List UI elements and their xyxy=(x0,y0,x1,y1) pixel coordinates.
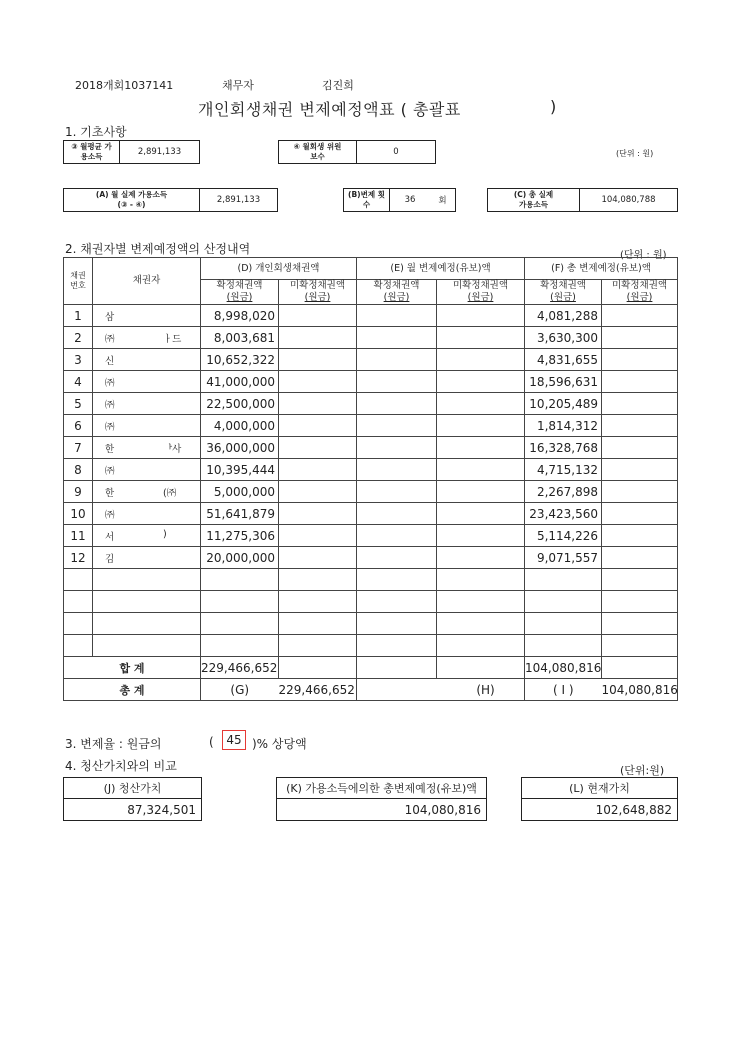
row-e-confirmed xyxy=(357,393,437,415)
row-d-confirmed: 20,000,000 xyxy=(201,547,279,569)
row-f-confirmed: 2,267,898 xyxy=(525,481,602,503)
row-creditor xyxy=(93,437,201,459)
row-e-confirmed xyxy=(357,547,437,569)
empty-cell xyxy=(525,591,602,613)
row-d-unconfirmed xyxy=(279,525,357,547)
creditor-name: ㈜ xyxy=(105,333,115,345)
empty-row xyxy=(64,613,678,635)
row-no: 8 xyxy=(64,459,93,481)
empty-cell xyxy=(437,569,525,591)
table-row xyxy=(64,547,678,569)
row-f-unconfirmed xyxy=(602,327,678,349)
row-d-confirmed: 5,000,000 xyxy=(201,481,279,503)
row-e-unconfirmed xyxy=(437,525,525,547)
empty-cell xyxy=(93,635,201,657)
empty-cell xyxy=(525,635,602,657)
empty-cell xyxy=(602,635,678,657)
section4-heading: 4. 청산가치와의 비교 xyxy=(65,759,177,773)
row-no: 2 xyxy=(64,327,93,349)
creditor-name-tail: ㅏ드 xyxy=(163,334,182,345)
empty-cell xyxy=(64,613,93,635)
row-d-confirmed: 11,275,306 xyxy=(201,525,279,547)
col-d-header: (D) 개인회생채권액 xyxy=(201,258,357,280)
row-d-unconfirmed xyxy=(279,547,357,569)
debtor-name: 김진희 xyxy=(322,79,354,92)
creditor-name: 신 xyxy=(105,355,115,367)
empty-cell xyxy=(525,613,602,635)
row-e-unconfirmed xyxy=(437,415,525,437)
present-value-box xyxy=(521,777,678,821)
creditor-name-tail: ) xyxy=(163,529,167,540)
total-i-value: 104,080,816 xyxy=(602,679,678,701)
row-creditor xyxy=(93,415,201,437)
total-repayment-box xyxy=(276,777,487,821)
page-title: 개인회생채권 변제예정액표 ( 총괄표 xyxy=(198,100,461,119)
row-no: 9 xyxy=(64,481,93,503)
payments-box xyxy=(343,188,456,212)
row-f-confirmed: 1,814,312 xyxy=(525,415,602,437)
row-no: 3 xyxy=(64,349,93,371)
liquidation-value-box xyxy=(63,777,202,821)
redaction-mask xyxy=(131,307,171,325)
empty-cell xyxy=(93,591,201,613)
row-f-confirmed: 9,071,557 xyxy=(525,547,602,569)
row-creditor xyxy=(93,327,201,349)
actual-income-value: 2,891,133 xyxy=(216,195,261,205)
row-no: 5 xyxy=(64,393,93,415)
d-confirmed-header: 확정채권액 (원금) xyxy=(201,280,279,305)
empty-cell xyxy=(437,635,525,657)
row-e-unconfirmed xyxy=(437,371,525,393)
table-row xyxy=(64,525,678,547)
total-i-label: ( I ) xyxy=(525,679,602,701)
row-f-confirmed: 4,081,288 xyxy=(525,305,602,327)
row-creditor xyxy=(93,547,201,569)
row-e-confirmed xyxy=(357,327,437,349)
l-value: 102,648,882 xyxy=(595,803,672,817)
row-d-unconfirmed xyxy=(279,371,357,393)
rate-value-box: 45 xyxy=(222,730,246,750)
row-f-unconfirmed xyxy=(602,415,678,437)
creditor-name: 한 xyxy=(105,443,115,455)
empty-cell xyxy=(201,591,279,613)
row-no: 1 xyxy=(64,305,93,327)
table-row xyxy=(64,503,678,525)
trustee-fee-box xyxy=(278,140,436,164)
total-h-label: (H) xyxy=(357,679,525,701)
row-f-unconfirmed xyxy=(602,547,678,569)
avg-income-value: 2,891,133 xyxy=(137,147,182,157)
actual-income-label: (A) 월 실제 가용소득 (③ - ④) xyxy=(64,189,200,211)
total-label: 총 계 xyxy=(64,679,201,701)
row-f-unconfirmed xyxy=(602,349,678,371)
trustee-fee-value: 0 xyxy=(393,147,399,157)
creditor-name: 서 xyxy=(105,531,115,543)
rate-open-paren: ( xyxy=(209,735,214,749)
row-no: 11 xyxy=(64,525,93,547)
payments-label: (B)변제 횟 수 xyxy=(344,189,390,211)
row-d-confirmed: 8,003,681 xyxy=(201,327,279,349)
redaction-mask xyxy=(131,417,171,435)
row-creditor xyxy=(93,371,201,393)
empty-cell xyxy=(201,635,279,657)
empty-cell xyxy=(279,569,357,591)
empty-cell xyxy=(201,613,279,635)
empty-cell xyxy=(64,635,93,657)
row-e-unconfirmed xyxy=(437,503,525,525)
row-creditor xyxy=(93,525,201,547)
row-f-confirmed: 3,630,300 xyxy=(525,327,602,349)
row-f-unconfirmed xyxy=(602,305,678,327)
row-e-confirmed xyxy=(357,525,437,547)
row-d-confirmed: 22,500,000 xyxy=(201,393,279,415)
row-e-confirmed xyxy=(357,415,437,437)
empty-cell xyxy=(93,613,201,635)
row-e-unconfirmed xyxy=(437,305,525,327)
redaction-mask xyxy=(131,505,171,523)
empty-cell xyxy=(279,635,357,657)
subtotal-label: 합 계 xyxy=(64,657,201,679)
row-creditor xyxy=(93,393,201,415)
table-row xyxy=(64,481,678,503)
row-d-unconfirmed xyxy=(279,327,357,349)
subtotal-f: 104,080,816 xyxy=(525,657,602,679)
table-row xyxy=(64,327,678,349)
row-f-unconfirmed xyxy=(602,371,678,393)
row-no: 10 xyxy=(64,503,93,525)
empty-cell xyxy=(602,591,678,613)
row-f-confirmed: 16,328,768 xyxy=(525,437,602,459)
avg-income-label: ③ 월평균 가 용소득 xyxy=(64,141,120,163)
row-d-unconfirmed xyxy=(279,415,357,437)
case-number: 2018개회1037141 xyxy=(75,79,174,92)
rate-suffix: )% 상당액 xyxy=(252,737,307,751)
total-g-value: 229,466,652 xyxy=(279,679,357,701)
k-value: 104,080,816 xyxy=(404,803,481,817)
row-e-unconfirmed xyxy=(437,437,525,459)
total-income-box xyxy=(487,188,678,212)
row-f-confirmed: 18,596,631 xyxy=(525,371,602,393)
table-row xyxy=(64,437,678,459)
table-row xyxy=(64,305,678,327)
redaction-mask xyxy=(131,461,171,479)
row-creditor xyxy=(93,349,201,371)
row-no: 6 xyxy=(64,415,93,437)
d-unconfirmed-header: 미확정채권액 (원금) xyxy=(279,280,357,305)
row-no: 7 xyxy=(64,437,93,459)
row-e-confirmed xyxy=(357,459,437,481)
row-e-confirmed xyxy=(357,371,437,393)
row-f-confirmed: 4,831,655 xyxy=(525,349,602,371)
j-label: (J) 청산가치 xyxy=(64,778,201,799)
row-f-unconfirmed xyxy=(602,437,678,459)
row-e-confirmed xyxy=(357,503,437,525)
creditor-name-tail: ᅡ사 xyxy=(163,444,182,455)
empty-cell xyxy=(93,569,201,591)
row-d-unconfirmed xyxy=(279,481,357,503)
col-no-header: 채권 번호 xyxy=(64,258,93,305)
row-f-unconfirmed xyxy=(602,503,678,525)
empty-row xyxy=(64,569,678,591)
creditor-name: 한 xyxy=(105,487,115,499)
empty-cell xyxy=(525,569,602,591)
col-e-header: (E) 월 변제예정(유보)액 xyxy=(357,258,525,280)
k-label: (K) 가용소득에의한 총변제예정(유보)액 xyxy=(277,778,486,799)
total-income-value: 104,080,788 xyxy=(601,195,656,205)
row-creditor xyxy=(93,481,201,503)
row-d-confirmed: 8,998,020 xyxy=(201,305,279,327)
trustee-fee-label: ④ 월회생 위원 보수 xyxy=(279,141,357,163)
row-no: 12 xyxy=(64,547,93,569)
debtor-label: 채무자 xyxy=(222,79,254,92)
empty-row xyxy=(64,635,678,657)
row-e-unconfirmed xyxy=(437,481,525,503)
section1-unit: (단위 : 원) xyxy=(616,149,654,158)
table-row xyxy=(64,415,678,437)
creditor-name: ㈜ xyxy=(105,377,115,389)
row-d-confirmed: 10,652,322 xyxy=(201,349,279,371)
row-f-unconfirmed xyxy=(602,393,678,415)
row-f-unconfirmed xyxy=(602,525,678,547)
row-d-unconfirmed xyxy=(279,437,357,459)
section4-unit: (단위:원) xyxy=(620,764,665,777)
empty-cell xyxy=(437,613,525,635)
row-e-unconfirmed xyxy=(437,327,525,349)
payments-unit: 회 xyxy=(438,196,447,206)
section2-unit: (단위 : 원) xyxy=(620,250,667,261)
row-e-unconfirmed xyxy=(437,459,525,481)
empty-cell xyxy=(64,591,93,613)
row-f-confirmed: 23,423,560 xyxy=(525,503,602,525)
empty-cell xyxy=(357,635,437,657)
creditor-name: 김 xyxy=(105,553,115,565)
creditor-name: 삼 xyxy=(105,311,115,323)
table-row xyxy=(64,349,678,371)
table-row xyxy=(64,371,678,393)
row-creditor xyxy=(93,305,201,327)
row-d-confirmed: 10,395,444 xyxy=(201,459,279,481)
row-e-confirmed xyxy=(357,349,437,371)
page-title-close: ) xyxy=(550,97,557,116)
empty-cell xyxy=(357,613,437,635)
creditor-name: ㈜ xyxy=(105,399,115,411)
row-e-unconfirmed xyxy=(437,349,525,371)
row-no: 4 xyxy=(64,371,93,393)
empty-cell xyxy=(279,591,357,613)
section1-heading: 1. 기초사항 xyxy=(65,125,127,139)
f-confirmed-header: 확정채권액 (원금) xyxy=(525,280,602,305)
section2-heading: 2. 채권자별 변제예정액의 산정내역 xyxy=(65,242,251,256)
payments-value: 36 xyxy=(404,195,416,205)
creditor-name: ㈜ xyxy=(105,421,115,433)
empty-cell xyxy=(357,569,437,591)
row-e-confirmed xyxy=(357,437,437,459)
row-d-confirmed: 4,000,000 xyxy=(201,415,279,437)
row-d-unconfirmed xyxy=(279,503,357,525)
col-f-header: (F) 총 변제예정(유보)액 xyxy=(525,258,678,280)
redaction-mask xyxy=(131,395,171,413)
empty-cell xyxy=(279,613,357,635)
col-creditor-header: 채권자 xyxy=(93,258,201,305)
total-row xyxy=(64,679,678,701)
total-g-label: (G) xyxy=(201,679,279,701)
row-creditor xyxy=(93,459,201,481)
j-value: 87,324,501 xyxy=(127,803,196,817)
empty-row xyxy=(64,591,678,613)
creditor-name: ㈜ xyxy=(105,465,115,477)
empty-cell xyxy=(602,569,678,591)
f-unconfirmed-header: 미확정채권액 (원금) xyxy=(602,280,678,305)
row-f-unconfirmed xyxy=(602,459,678,481)
empty-cell xyxy=(64,569,93,591)
redaction-mask xyxy=(131,373,171,391)
row-d-unconfirmed xyxy=(279,459,357,481)
creditor-name-tail: (㈜ xyxy=(163,488,177,499)
empty-cell xyxy=(602,613,678,635)
row-creditor xyxy=(93,503,201,525)
row-e-confirmed xyxy=(357,305,437,327)
row-f-unconfirmed xyxy=(602,481,678,503)
subtotal-row xyxy=(64,657,678,679)
creditor-table xyxy=(63,257,678,701)
empty-cell xyxy=(357,591,437,613)
creditor-name: ㈜ xyxy=(105,509,115,521)
redaction-mask xyxy=(131,351,171,369)
empty-cell xyxy=(437,591,525,613)
actual-income-box xyxy=(63,188,278,212)
empty-cell xyxy=(201,569,279,591)
total-income-label: (C) 총 실제 가용소득 xyxy=(488,189,580,211)
row-f-confirmed: 4,715,132 xyxy=(525,459,602,481)
section3-heading: 3. 변제율 : 원금의 xyxy=(65,737,162,751)
avg-income-box xyxy=(63,140,200,164)
row-e-confirmed xyxy=(357,481,437,503)
row-d-unconfirmed xyxy=(279,393,357,415)
row-d-confirmed: 36,000,000 xyxy=(201,437,279,459)
row-d-unconfirmed xyxy=(279,305,357,327)
e-confirmed-header: 확정채권액 (원금) xyxy=(357,280,437,305)
subtotal-d: 229,466,652 xyxy=(201,657,279,679)
row-d-confirmed: 41,000,000 xyxy=(201,371,279,393)
e-unconfirmed-header: 미확정채권액 (원금) xyxy=(437,280,525,305)
table-row xyxy=(64,393,678,415)
redaction-mask xyxy=(131,549,171,567)
l-label: (L) 현재가치 xyxy=(522,778,677,799)
row-d-confirmed: 51,641,879 xyxy=(201,503,279,525)
table-row xyxy=(64,459,678,481)
row-f-confirmed: 10,205,489 xyxy=(525,393,602,415)
row-e-unconfirmed xyxy=(437,547,525,569)
row-d-unconfirmed xyxy=(279,349,357,371)
row-f-confirmed: 5,114,226 xyxy=(525,525,602,547)
row-e-unconfirmed xyxy=(437,393,525,415)
